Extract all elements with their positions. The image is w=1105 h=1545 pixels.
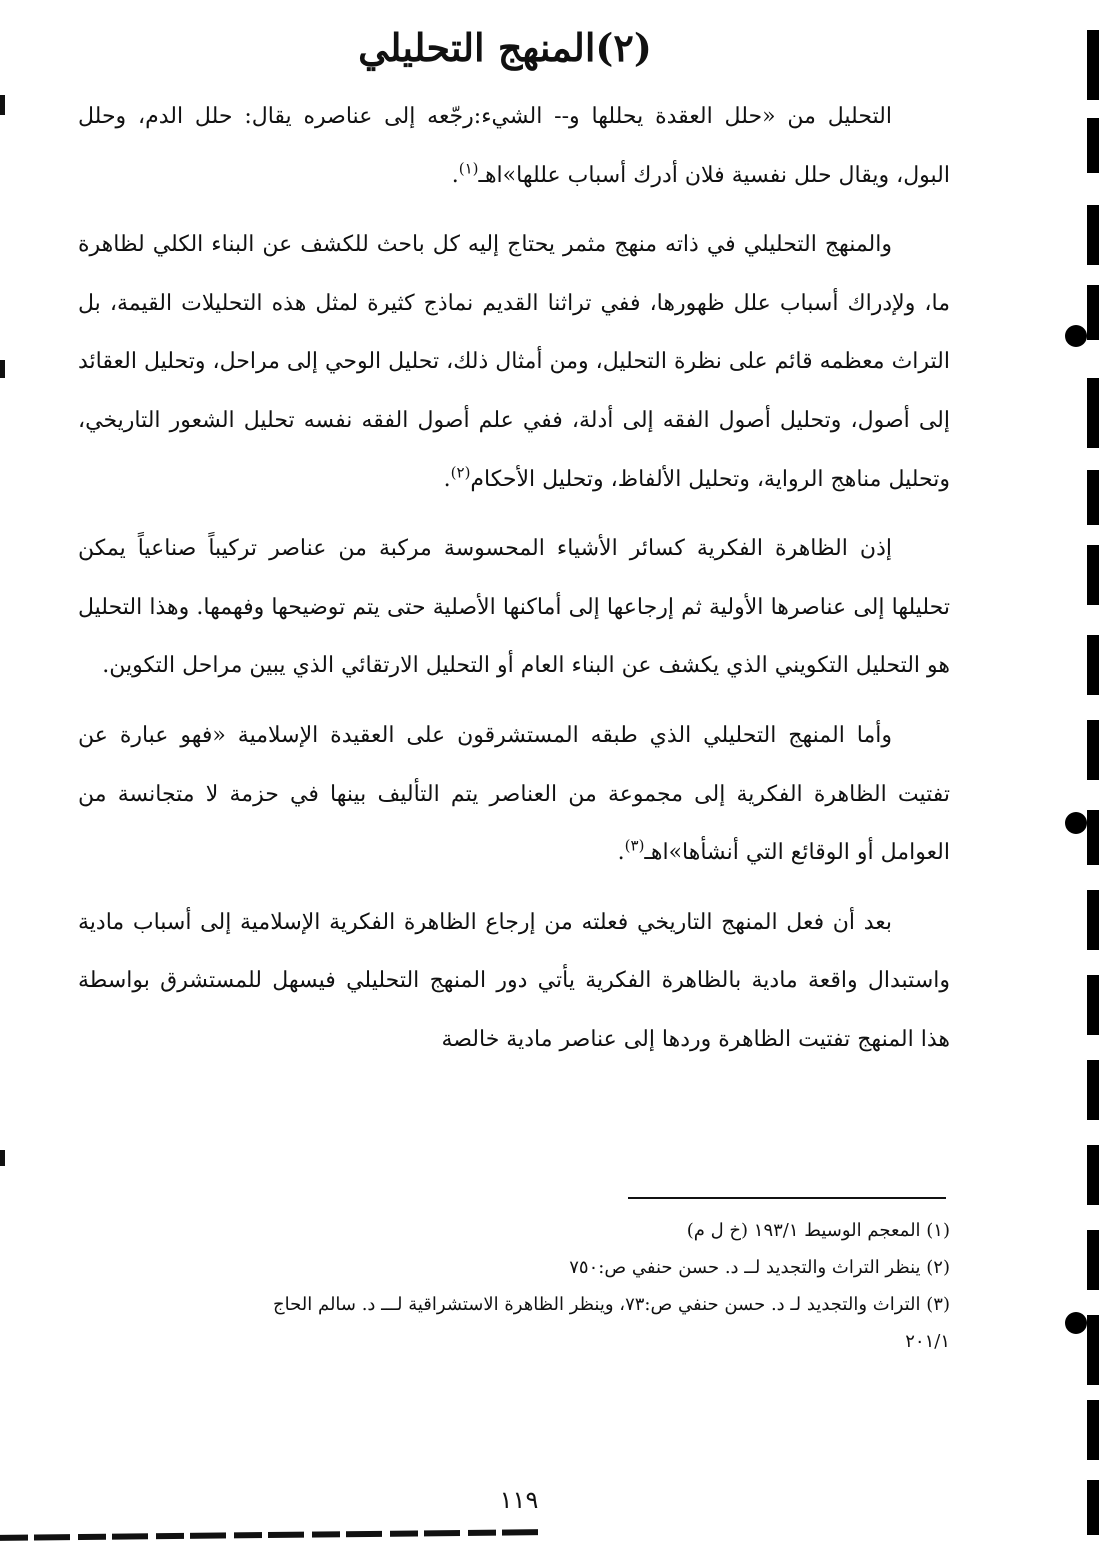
binding-dot <box>1065 325 1087 347</box>
paragraph-1-text: التحليل من «حلل العقدة يحللها و-- الشيء:رجّعه إلى عناصره يقال: حلل الدم، وحلل البول، ويقال حلل نفسية فلان أدرك أسباب عللها»اهـ <box>78 104 950 188</box>
binding-mark <box>1087 1315 1099 1385</box>
binding-dot <box>1065 812 1087 834</box>
scan-artifact-left <box>0 1150 5 1166</box>
binding-mark <box>1087 285 1099 340</box>
body-text <box>78 88 950 1070</box>
binding-mark <box>1087 810 1099 865</box>
footnote-1: (١) المعجم الوسيط ١٩٣/١ (خ ل م) <box>686 1220 950 1241</box>
paragraph-2-end: . <box>443 466 451 492</box>
binding-mark <box>1087 1230 1099 1290</box>
paragraph-2-text: والمنهج التحليلي في ذاته منهج مثمر يحتاج إليه كل باحث للكشف عن البناء الكلي لظاهرة ما، ولإدراك أسباب علل ظهورها، ففي تراثنا القديم نماذج كثيرة لمثل هذه التحليلات القيمة، بل التراث معظمه قائم على نظرة التحليل، ومن أمثال ذلك، تحليل الوحي إلى مراحل، وتحليل العقائد إلى أصول، وتحليل أصول الفقه إلى أدلة، ففي علم أصول الفقه نفسه تحليل الشعور التاريخي، وتحليل مناهج الرواية، وتحليل الألفاظ، وتحليل الأحكام <box>78 232 950 492</box>
paragraph-5: بعد أن فعل المنهج التاريخي فعلته من إرجاع الظاهرة الفكرية الإسلامية إلى أسباب مادية واستبدال واقعة مادية بالظاهرة الفكرية يأتي دور المنهج التحليلي فيسهل للمستشرق بواسطة هذا المنهج تفتيت الظاهرة وردها إلى عناصر مادية خالصة <box>78 909 950 1052</box>
paragraph-4-end: . <box>617 840 625 866</box>
scan-artifact-left <box>0 95 5 115</box>
binding-mark <box>1087 378 1099 448</box>
binding-mark <box>1087 1400 1099 1460</box>
paragraph-2 <box>78 216 950 509</box>
binding-mark <box>1087 470 1099 525</box>
footnotes <box>78 1212 950 1360</box>
footnote-divider <box>628 1197 946 1199</box>
footnote-ref-1: (١) <box>458 159 479 178</box>
scan-artifact-left <box>0 360 5 378</box>
paragraph-3: إذن الظاهرة الفكرية كسائر الأشياء المحسوسة مركبة من عناصر تركيباً صناعياً يمكن تحليلها إلى عناصرها الأولية ثم إرجاعها إلى أماكنها الأصلية حتى يتم توضيحها وفهمها. وهذا التحليل هو التحليل التكويني الذي يكشف عن البناء العام أو التحليل الارتقائي الذي يبين مراحل التكوين. <box>78 536 950 679</box>
paragraph-4 <box>78 707 950 883</box>
binding-mark <box>1087 545 1099 605</box>
binding-mark <box>1087 635 1099 695</box>
footnote-ref-2: (٢) <box>450 463 471 482</box>
footnote-ref-3: (٣) <box>624 836 645 855</box>
paragraph-1 <box>78 88 950 205</box>
page-number: ١١٩ <box>499 1486 539 1514</box>
footnote-2: (٢) ينظر التراث والتجديد لــ د. حسن حنفي ص:٧٥٠ <box>569 1257 950 1278</box>
scan-artifact-bottom <box>0 1529 540 1541</box>
binding-mark <box>1087 30 1099 100</box>
paragraph-1-end: . <box>451 162 459 188</box>
binding-mark <box>1087 975 1099 1035</box>
binding-mark <box>1087 1060 1099 1120</box>
binding-mark <box>1087 890 1099 950</box>
binding-mark <box>1087 1145 1099 1205</box>
footnote-3-continuation: ٢٠١/١ <box>905 1331 950 1352</box>
binding-mark <box>1087 118 1099 173</box>
paragraph-4-text: وأما المنهج التحليلي الذي طبقه المستشرقون على العقيدة الإسلامية «فهو عبارة عن تفتيت الظاهرة الفكرية إلى مجموعة من العناصر يتم التأليف بينها في حزمة لا متجانسة من العوامل أو الوقائع التي أنشأها»اهـ <box>78 722 950 866</box>
binding-dot <box>1065 1312 1087 1334</box>
binding-mark <box>1087 1480 1099 1535</box>
binding-mark <box>1087 205 1099 265</box>
page-title: (٢)المنهج التحليلي <box>358 25 652 70</box>
footnote-3: (٣) التراث والتجديد لـ د. حسن حنفي ص:٧٣، وينظر الظاهرة الاستشراقية لـــ د. سالم الحاج <box>273 1294 950 1315</box>
binding-mark <box>1087 720 1099 780</box>
